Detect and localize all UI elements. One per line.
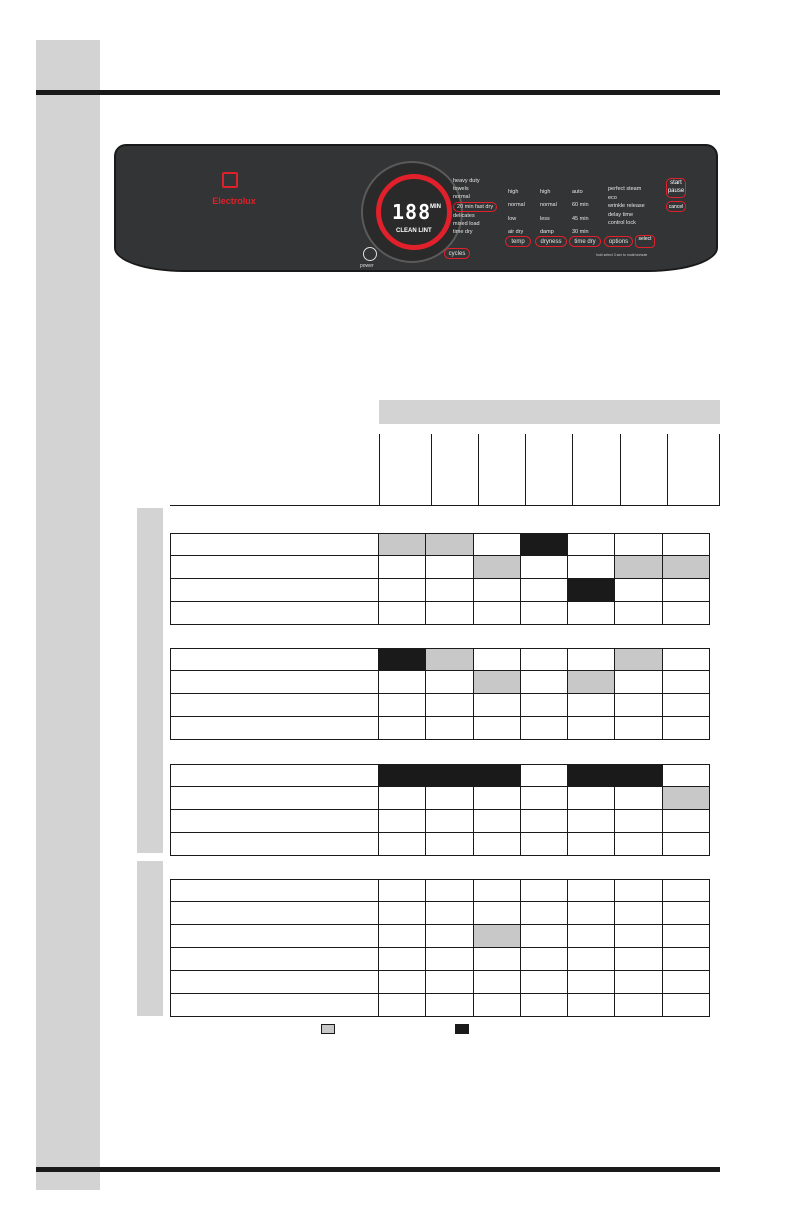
table-row (170, 810, 720, 833)
electrolux-logo-mark (222, 172, 238, 188)
table-cell (521, 810, 568, 833)
bottom-rule (36, 1167, 720, 1172)
table-cell (663, 671, 710, 694)
row-label-cell (170, 879, 379, 902)
table-cell (426, 925, 473, 948)
table-cell (615, 694, 662, 717)
row-label-cell (170, 925, 379, 948)
table-cell (521, 902, 568, 925)
select-button: select (635, 235, 655, 248)
table-cell (426, 533, 473, 556)
table-cell (474, 971, 521, 994)
table-row (170, 948, 720, 971)
time-dry-button: time dry (569, 236, 601, 247)
option-item: eco (608, 194, 617, 201)
row-label-cell (170, 787, 379, 810)
table-cell (568, 764, 615, 787)
power-icon (363, 247, 377, 261)
option-item: wrinkle release (608, 203, 645, 209)
table-cell (568, 810, 615, 833)
table-cell (474, 925, 521, 948)
table-cell (426, 971, 473, 994)
start-label: start (670, 180, 682, 186)
table-cell (474, 602, 521, 625)
row-label-cell (170, 833, 379, 856)
table-cell (379, 833, 426, 856)
cycle-list (453, 177, 497, 236)
cycle-item: towels (453, 186, 469, 193)
row-label-cell (170, 671, 379, 694)
cycles-button: cycles (444, 248, 470, 259)
grid-value: 45 min (572, 215, 589, 222)
table-cell (615, 787, 662, 810)
table-cell (663, 764, 710, 787)
table-cell (521, 533, 568, 556)
table-cell (379, 717, 426, 740)
table-row (170, 925, 720, 948)
table-cell (426, 787, 473, 810)
row-label-cell (170, 533, 379, 556)
row-label-cell (170, 556, 379, 579)
table-cell (663, 787, 710, 810)
legend-swatch-gray (321, 1024, 335, 1034)
cycle-item: heavy duty (453, 178, 480, 184)
cycle-item: mixed load (453, 221, 480, 228)
table-cell (379, 948, 426, 971)
legend-swatch-black (455, 1024, 469, 1034)
table-cell (521, 971, 568, 994)
row-label-cell (170, 948, 379, 971)
cycle-item-highlighted (453, 202, 497, 212)
table-cell (615, 764, 662, 787)
table-cell (379, 579, 426, 602)
table-cell (521, 717, 568, 740)
table-cell (521, 556, 568, 579)
table-cell (426, 602, 473, 625)
table-cell (426, 764, 473, 787)
table-cell (521, 579, 568, 602)
table-cell (521, 787, 568, 810)
table-cell (568, 833, 615, 856)
row-label-cell (170, 602, 379, 625)
table-cell (568, 579, 615, 602)
table-cell (568, 994, 615, 1017)
table-cell (615, 994, 662, 1017)
table-cell (474, 902, 521, 925)
table-cell (663, 810, 710, 833)
pause-label: pause (667, 188, 685, 194)
table-cell (474, 694, 521, 717)
clean-lint-indicator: CLEAN LINT (396, 228, 432, 234)
table-cell (521, 833, 568, 856)
row-label-cell (170, 810, 379, 833)
column-divider (620, 434, 621, 505)
table-cell (568, 717, 615, 740)
table-cell (663, 879, 710, 902)
column-divider (431, 434, 432, 505)
row-label-cell (170, 694, 379, 717)
row-label-cell (170, 902, 379, 925)
table-cell (426, 671, 473, 694)
table-row (170, 833, 720, 856)
table-row (170, 902, 720, 925)
time-display: 188 (392, 200, 432, 224)
grid-value: 30 min (572, 229, 589, 236)
table-cell (568, 787, 615, 810)
table-cell (379, 925, 426, 948)
table-cell (615, 533, 662, 556)
table-header-rule (170, 505, 720, 506)
grid-value: high (508, 188, 519, 195)
table-cell (379, 994, 426, 1017)
table-cell (474, 717, 521, 740)
table-row (170, 994, 720, 1017)
table-cell (615, 833, 662, 856)
table-cell (379, 879, 426, 902)
table-row (170, 671, 720, 694)
table-row (170, 648, 720, 671)
table-cell (521, 602, 568, 625)
table-row (170, 556, 720, 579)
table-cell (521, 694, 568, 717)
table-cell (474, 810, 521, 833)
power-label: power (360, 263, 374, 269)
table-header-band (379, 400, 720, 424)
table-cell (568, 948, 615, 971)
table-cell (615, 602, 662, 625)
start-pause-button (666, 178, 686, 198)
table-cell (568, 533, 615, 556)
electrolux-logo (212, 172, 256, 218)
table-cell (663, 948, 710, 971)
table-cell (426, 694, 473, 717)
table-cell (379, 533, 426, 556)
table-cell (474, 787, 521, 810)
table-row (170, 971, 720, 994)
grid-value: normal (508, 202, 525, 209)
row-label-cell (170, 971, 379, 994)
table-cell (474, 671, 521, 694)
table-cell (615, 671, 662, 694)
table-cell (426, 717, 473, 740)
table-cell (615, 556, 662, 579)
column-divider (719, 434, 720, 505)
table-cell (568, 648, 615, 671)
table-cell (426, 810, 473, 833)
column-divider (478, 434, 479, 505)
option-item: control lock (608, 220, 636, 226)
table-cell (663, 556, 710, 579)
table-row (170, 787, 720, 810)
table-cell (426, 948, 473, 971)
row-label-cell (170, 764, 379, 787)
table-cell (568, 902, 615, 925)
row-label-cell (170, 648, 379, 671)
table-cell (521, 948, 568, 971)
page-margin-band (36, 40, 100, 1190)
table-cell (663, 833, 710, 856)
grid-value: air dry (508, 229, 524, 236)
grid-value: high (540, 188, 551, 195)
cancel-button: cancel (666, 201, 686, 212)
table-cell (663, 717, 710, 740)
table-cell (615, 948, 662, 971)
table-cell (379, 694, 426, 717)
table-cell (474, 879, 521, 902)
options-button: options (604, 236, 633, 247)
panel-footnote: hold select 3 sec to mute/unmute (596, 253, 648, 257)
table-cell (615, 648, 662, 671)
table-cell (426, 579, 473, 602)
table-cell (379, 902, 426, 925)
temp-button: temp (505, 236, 531, 247)
grid-value: normal (540, 202, 557, 209)
table-cell (521, 925, 568, 948)
table-cell (663, 602, 710, 625)
table-cell (426, 833, 473, 856)
table-cell (568, 925, 615, 948)
table-row (170, 764, 720, 787)
table-cell (474, 764, 521, 787)
brand-name: Electrolux (212, 196, 256, 206)
table-cell (663, 902, 710, 925)
grid-value: low (508, 215, 517, 222)
dryness-button: dryness (535, 236, 567, 247)
column-divider (572, 434, 573, 505)
table-cell (568, 694, 615, 717)
row-label-cell (170, 994, 379, 1017)
table-cell (615, 810, 662, 833)
table-cell (615, 902, 662, 925)
table-cell (615, 925, 662, 948)
table-cell (521, 994, 568, 1017)
table-cell (474, 948, 521, 971)
display-unit: MIN (430, 204, 441, 210)
table-cell (426, 902, 473, 925)
option-item: delay time (608, 211, 634, 218)
option-item: perfect steam (608, 186, 642, 192)
table-cell (474, 556, 521, 579)
column-divider (525, 434, 526, 505)
table-cell (663, 925, 710, 948)
table-cell (379, 810, 426, 833)
table-cell (615, 579, 662, 602)
table-cell (379, 648, 426, 671)
top-rule (36, 90, 720, 95)
table-cell (521, 648, 568, 671)
row-label-cell (170, 579, 379, 602)
table-row (170, 694, 720, 717)
table-cell (474, 994, 521, 1017)
table-cell (426, 994, 473, 1017)
table-cell (379, 971, 426, 994)
setting-grid (508, 185, 604, 239)
options-list (608, 185, 645, 228)
group-side-bar (137, 861, 163, 1016)
table-cell (474, 833, 521, 856)
table-cell (379, 764, 426, 787)
table-cell (474, 533, 521, 556)
table-cell (663, 579, 710, 602)
grid-value: less (540, 215, 550, 222)
table-cell (568, 602, 615, 625)
table-cell (474, 648, 521, 671)
table-cell (663, 648, 710, 671)
table-cell (426, 648, 473, 671)
table-row (170, 879, 720, 902)
table-row (170, 533, 720, 556)
cycle-item: time dry (453, 229, 473, 236)
table-cell (379, 556, 426, 579)
row-label-cell (170, 717, 379, 740)
cycle-item-label: 20 min fast dry (453, 202, 497, 212)
table-cell (474, 579, 521, 602)
table-cell (379, 787, 426, 810)
table-cell (568, 971, 615, 994)
table-cell (663, 533, 710, 556)
table-cell (615, 717, 662, 740)
grid-value: auto (572, 188, 583, 195)
column-divider (379, 434, 380, 505)
table-cell (521, 671, 568, 694)
table-cell (615, 971, 662, 994)
group-side-bar (137, 508, 163, 853)
grid-value: damp (540, 229, 554, 236)
table-cell (615, 879, 662, 902)
table-row (170, 579, 720, 602)
table-cell (426, 556, 473, 579)
table-row (170, 717, 720, 740)
table-cell (568, 879, 615, 902)
cycle-item: delicates (453, 212, 475, 219)
table-cell (663, 994, 710, 1017)
cycle-item: normal (453, 194, 470, 201)
table-cell (521, 764, 568, 787)
table-cell (663, 971, 710, 994)
table-cell (663, 694, 710, 717)
column-divider (667, 434, 668, 505)
table-row (170, 602, 720, 625)
table-cell (568, 556, 615, 579)
table-cell (521, 879, 568, 902)
grid-value: 60 min (572, 202, 589, 209)
table-cell (568, 671, 615, 694)
table-cell (379, 602, 426, 625)
table-cell (379, 671, 426, 694)
table-cell (426, 879, 473, 902)
